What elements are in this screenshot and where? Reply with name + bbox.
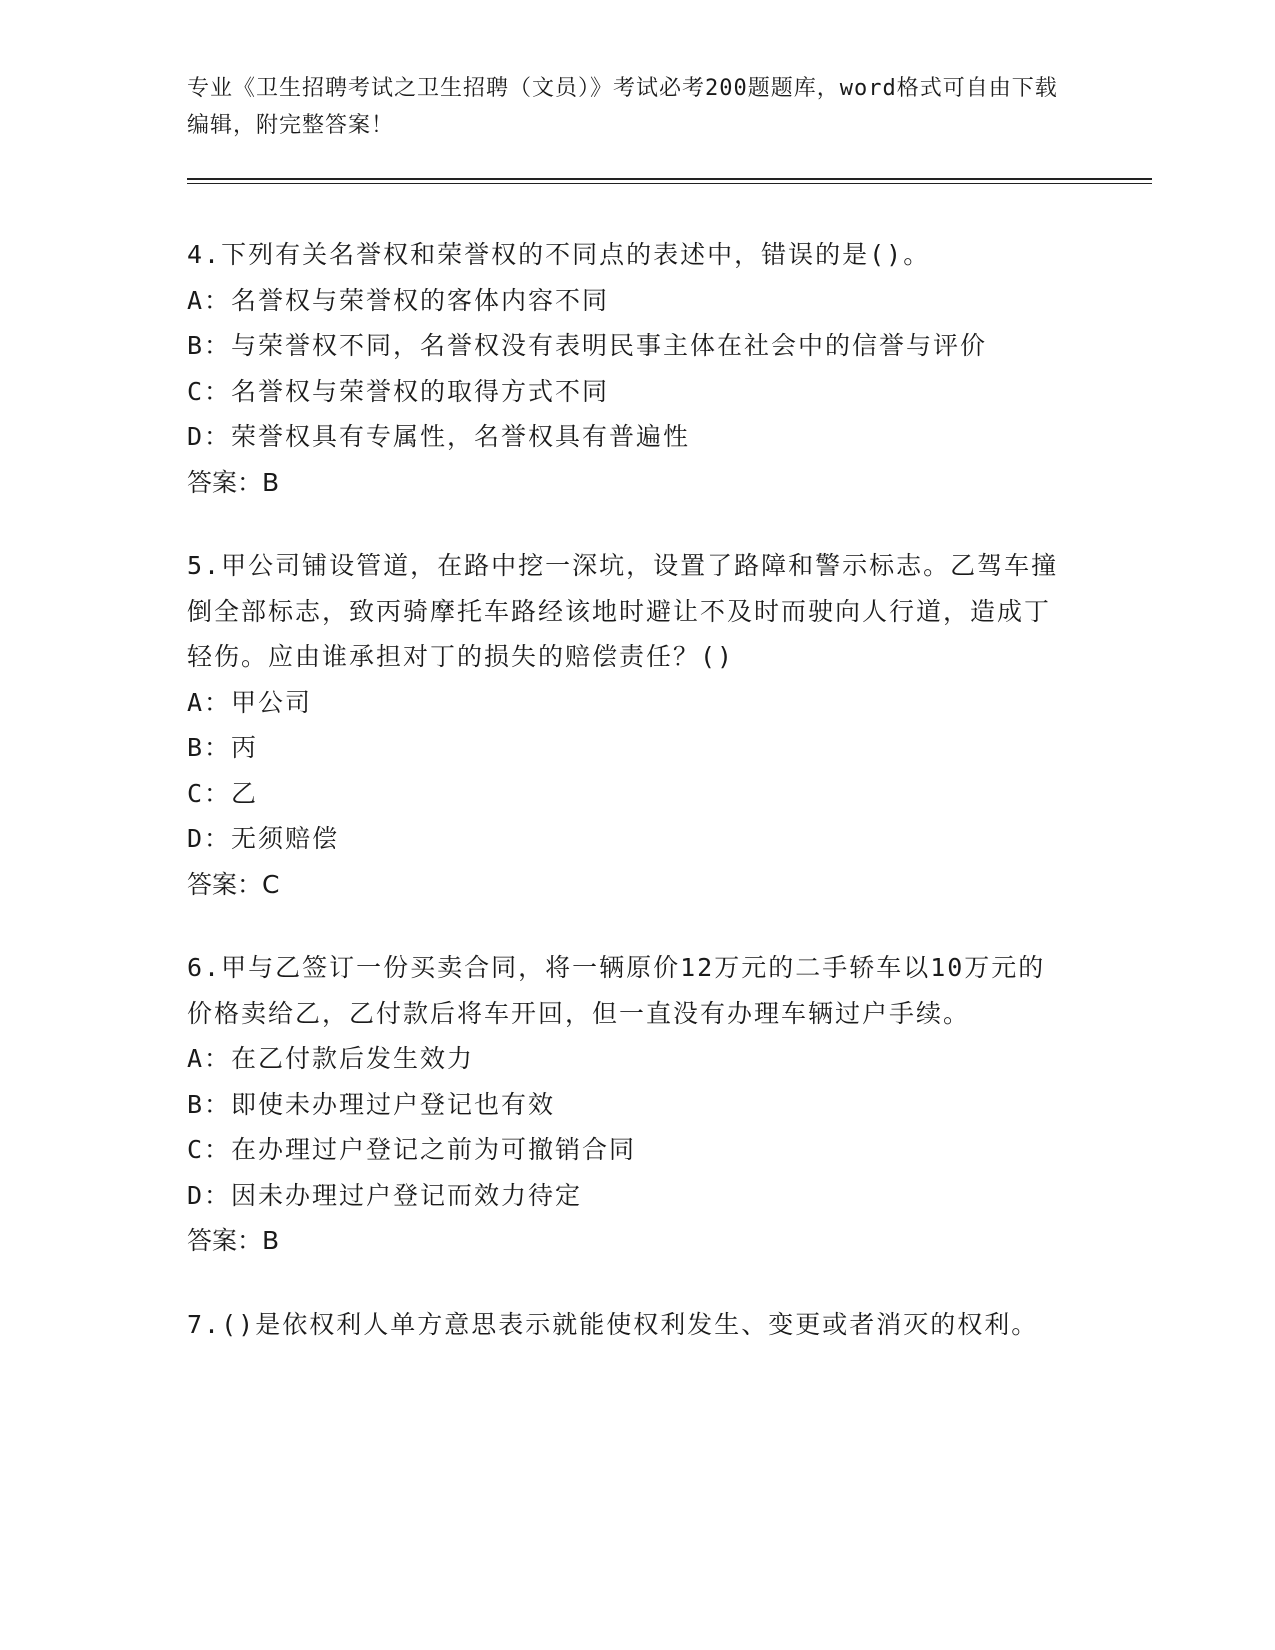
option-a: A：在乙付款后发生效力 xyxy=(187,1044,475,1073)
question-stem: 5.甲公司铺设管道，在路中挖一深坑，设置了路障和警示标志。乙驾车撞倒全部标志，致丙骑摩托车路经该地时避让不及时而驶向人行道，造成丁轻伤。应由谁承担对丁的损失的赔偿责任？() xyxy=(187,551,1059,671)
question-4 xyxy=(187,232,1067,505)
option-a: A：甲公司 xyxy=(187,687,313,717)
option-d: D：无须赔偿 xyxy=(187,824,340,853)
header-divider-thick xyxy=(187,178,1152,180)
option-c: C：在办理过户登记之前为可撤销合同 xyxy=(187,1135,637,1164)
option-b: B：丙 xyxy=(187,733,259,762)
option-a: A：名誉权与荣誉权的客体内容不同 xyxy=(187,285,610,315)
header-text: 专业《卫生招聘考试之卫生招聘（文员）》考试必考200题题库，word格式可自由下载编辑，附完整答案！ xyxy=(187,76,1058,138)
document-header xyxy=(187,70,1067,144)
option-c: C：乙 xyxy=(187,778,259,808)
question-7 xyxy=(187,1302,1067,1348)
question-5 xyxy=(187,543,1067,907)
answer-label: 答案：B xyxy=(187,467,280,497)
question-stem: 4.下列有关名誉权和荣誉权的不同点的表述中，错误的是()。 xyxy=(187,240,931,269)
option-d: D：因未办理过户登记而效力待定 xyxy=(187,1180,583,1210)
question-stem: 6.甲与乙签订一份买卖合同，将一辆原价12万元的二手轿车以10万元的价格卖给乙，乙付款后将车开回，但一直没有办理车辆过户手续。 xyxy=(187,953,1046,1028)
question-6 xyxy=(187,945,1067,1264)
answer-label: 答案：B xyxy=(187,1226,280,1255)
option-b: B：即使未办理过户登记也有效 xyxy=(187,1089,556,1119)
question-list xyxy=(187,232,1067,1385)
question-stem: 7.()是依权利人单方意思表示就能使权利发生、变更或者消灭的权利。 xyxy=(187,1309,1039,1339)
answer-label: 答案：C xyxy=(187,869,280,899)
option-b: B：与荣誉权不同，名誉权没有表明民事主体在社会中的信誉与评价 xyxy=(187,331,988,360)
option-d: D：荣誉权具有专属性，名誉权具有普遍性 xyxy=(187,422,691,451)
header-divider-thin xyxy=(187,183,1152,184)
option-c: C：名誉权与荣誉权的取得方式不同 xyxy=(187,376,610,406)
